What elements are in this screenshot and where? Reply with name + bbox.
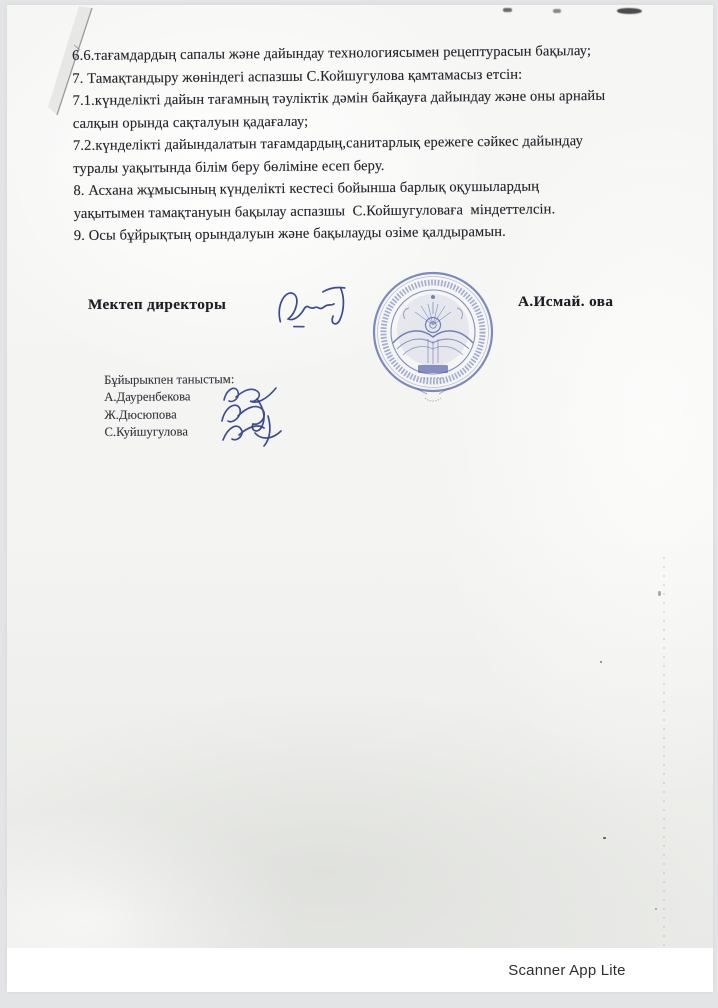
signatory-signature: [219, 412, 287, 450]
order-line: 7.1.күнделікті дайын тағамның тәуліктік дәмін байқауға дайындау және оны арнайы: [72, 87, 606, 110]
app-name-label: Scanner App Lite: [508, 962, 626, 979]
director-name: А.Исмай. ова: [518, 293, 614, 310]
scan-artifact-smudge: [617, 8, 642, 14]
scan-artifact-smudge: [553, 9, 561, 13]
order-body-text: [72, 39, 674, 247]
scan-preview-card[interactable]: [7, 5, 713, 992]
scan-artifact-smudge: [503, 8, 512, 12]
order-line: 6.6.тағамдардың сапалы және дайындау технологиясымен рецептурасын бақылау;: [72, 43, 592, 65]
app-footer: [7, 948, 713, 992]
scanned-page-photo: [7, 5, 713, 948]
acquainted-heading: Бұйырыкпен таныстым:: [104, 372, 235, 387]
signatory-name: А.Дауренбекова: [104, 389, 191, 405]
order-line: 7.2.күнделікті дайындалатын тағамдардың,санитарлық ережеге сәйкес дайындау: [72, 133, 584, 154]
official-stamp-seal-icon: [369, 269, 497, 409]
scan-speck: [603, 837, 606, 839]
order-line: 9. Осы бұйрықтың орындалуын және бақылауды озіме қалдырамын.: [73, 223, 506, 244]
scan-speck: [655, 908, 657, 910]
scan-speck: [600, 661, 602, 663]
order-line: салқын орында сақталуын қадағалау;: [72, 113, 309, 132]
scan-speck: [658, 591, 661, 596]
director-title: Мектеп директоры: [88, 296, 227, 313]
order-line: 7. Тамақтандыру жөніндегі аспазшы С.Койшугулова қамтамасыз етсін:: [72, 66, 523, 87]
order-line: туралы уақытында білім беру бөліміне есеп беру.: [73, 157, 385, 177]
paper-right-edge-noise: [663, 557, 665, 949]
signatory-name: С.Куйшугулова: [104, 424, 188, 439]
director-signature: [270, 274, 374, 335]
order-line: уақытымен тамақтануын бақылау аспазшы С.Койшугуловаға міндеттелсін.: [73, 200, 556, 222]
order-line: 8. Асхана жұмысының күнделікті кестесі бойынша барлық оқушылардың: [73, 178, 540, 199]
signatory-name: Ж.Дюсюпова: [104, 407, 177, 422]
